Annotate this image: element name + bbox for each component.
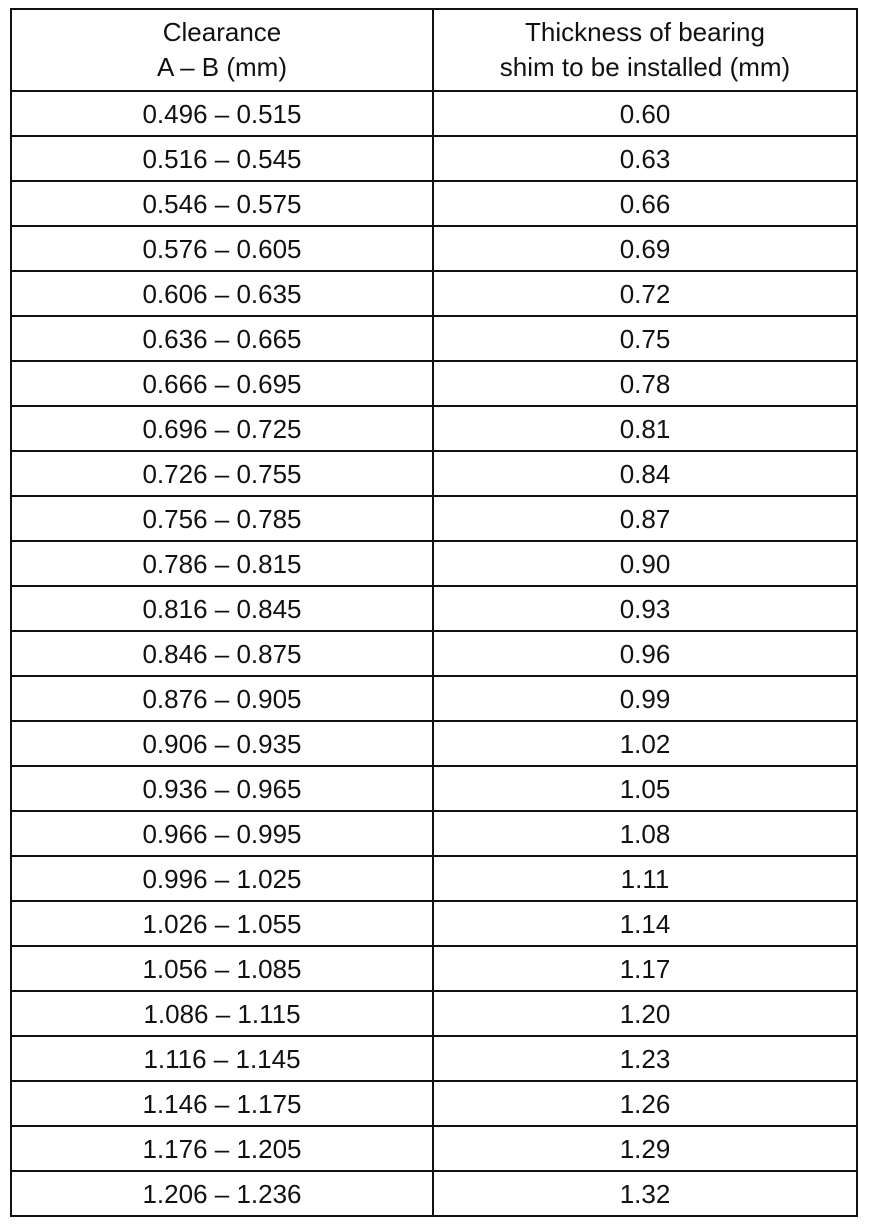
table-row [11, 631, 857, 676]
shim-thickness-cell: 0.90 [433, 541, 857, 586]
clearance-range-cell: 1.086 – 1.115 [11, 991, 433, 1036]
clearance-range-cell: 1.146 – 1.175 [11, 1081, 433, 1126]
header-line: Clearance [162, 17, 282, 47]
clearance-range-cell: 0.636 – 0.665 [11, 316, 433, 361]
table-row [11, 181, 857, 226]
table-row [11, 1081, 857, 1126]
table-header-row [11, 9, 857, 91]
clearance-range-cell: 0.546 – 0.575 [11, 181, 433, 226]
table-row [11, 1171, 857, 1216]
table-row [11, 586, 857, 631]
clearance-range-cell: 0.906 – 0.935 [11, 721, 433, 766]
header-line: A – B (mm) [156, 52, 287, 82]
shim-thickness-cell: 0.69 [433, 226, 857, 271]
shim-thickness-cell: 0.81 [433, 406, 857, 451]
clearance-range-cell: 0.786 – 0.815 [11, 541, 433, 586]
clearance-range-cell: 0.516 – 0.545 [11, 136, 433, 181]
table-row [11, 1036, 857, 1081]
shim-thickness-cell: 0.93 [433, 586, 857, 631]
table-row [11, 451, 857, 496]
table-row [11, 226, 857, 271]
clearance-column-header [11, 9, 433, 91]
clearance-range-cell: 1.206 – 1.236 [11, 1171, 433, 1216]
clearance-range-cell: 1.056 – 1.085 [11, 946, 433, 991]
table-row [11, 541, 857, 586]
shim-thickness-column-header [433, 9, 857, 91]
clearance-range-cell: 0.816 – 0.845 [11, 586, 433, 631]
shim-thickness-cell: 0.87 [433, 496, 857, 541]
shim-thickness-cell: 1.05 [433, 766, 857, 811]
table-row [11, 811, 857, 856]
table-row [11, 766, 857, 811]
shim-thickness-cell: 1.17 [433, 946, 857, 991]
shim-thickness-cell: 1.02 [433, 721, 857, 766]
table-row [11, 91, 857, 136]
shim-thickness-cell: 1.08 [433, 811, 857, 856]
shim-thickness-cell: 0.75 [433, 316, 857, 361]
header-line: Thickness of bearing [525, 17, 765, 47]
shim-thickness-cell: 0.78 [433, 361, 857, 406]
clearance-range-cell: 0.726 – 0.755 [11, 451, 433, 496]
table-row [11, 271, 857, 316]
table-row [11, 361, 857, 406]
table-row [11, 316, 857, 361]
clearance-range-cell: 0.846 – 0.875 [11, 631, 433, 676]
clearance-range-cell: 0.996 – 1.025 [11, 856, 433, 901]
shim-table-container [10, 8, 856, 1217]
shim-thickness-cell: 1.23 [433, 1036, 857, 1081]
shim-thickness-cell: 0.99 [433, 676, 857, 721]
table-row [11, 1126, 857, 1171]
shim-selection-table [10, 8, 858, 1217]
table-row [11, 856, 857, 901]
table-row [11, 136, 857, 181]
shim-thickness-cell: 0.60 [433, 91, 857, 136]
clearance-range-cell: 0.666 – 0.695 [11, 361, 433, 406]
table-row [11, 991, 857, 1036]
clearance-range-cell: 1.116 – 1.145 [11, 1036, 433, 1081]
shim-thickness-cell: 1.14 [433, 901, 857, 946]
clearance-range-cell: 0.496 – 0.515 [11, 91, 433, 136]
table-row [11, 946, 857, 991]
clearance-range-cell: 0.576 – 0.605 [11, 226, 433, 271]
shim-thickness-cell: 0.84 [433, 451, 857, 496]
table-body [11, 91, 857, 1216]
shim-thickness-cell: 0.72 [433, 271, 857, 316]
clearance-range-cell: 0.876 – 0.905 [11, 676, 433, 721]
shim-thickness-cell: 0.66 [433, 181, 857, 226]
shim-thickness-cell: 1.29 [433, 1126, 857, 1171]
clearance-range-cell: 0.696 – 0.725 [11, 406, 433, 451]
shim-thickness-cell: 1.11 [433, 856, 857, 901]
clearance-range-cell: 1.176 – 1.205 [11, 1126, 433, 1171]
clearance-range-cell: 0.966 – 0.995 [11, 811, 433, 856]
shim-thickness-cell: 1.32 [433, 1171, 857, 1216]
clearance-range-cell: 1.026 – 1.055 [11, 901, 433, 946]
table-row [11, 406, 857, 451]
table-row [11, 901, 857, 946]
clearance-range-cell: 0.936 – 0.965 [11, 766, 433, 811]
clearance-range-cell: 0.606 – 0.635 [11, 271, 433, 316]
header-line: shim to be installed (mm) [499, 52, 791, 82]
table-row [11, 496, 857, 541]
table-row [11, 721, 857, 766]
shim-thickness-cell: 1.26 [433, 1081, 857, 1126]
shim-thickness-cell: 0.96 [433, 631, 857, 676]
shim-thickness-cell: 1.20 [433, 991, 857, 1036]
table-row [11, 676, 857, 721]
clearance-range-cell: 0.756 – 0.785 [11, 496, 433, 541]
shim-thickness-cell: 0.63 [433, 136, 857, 181]
